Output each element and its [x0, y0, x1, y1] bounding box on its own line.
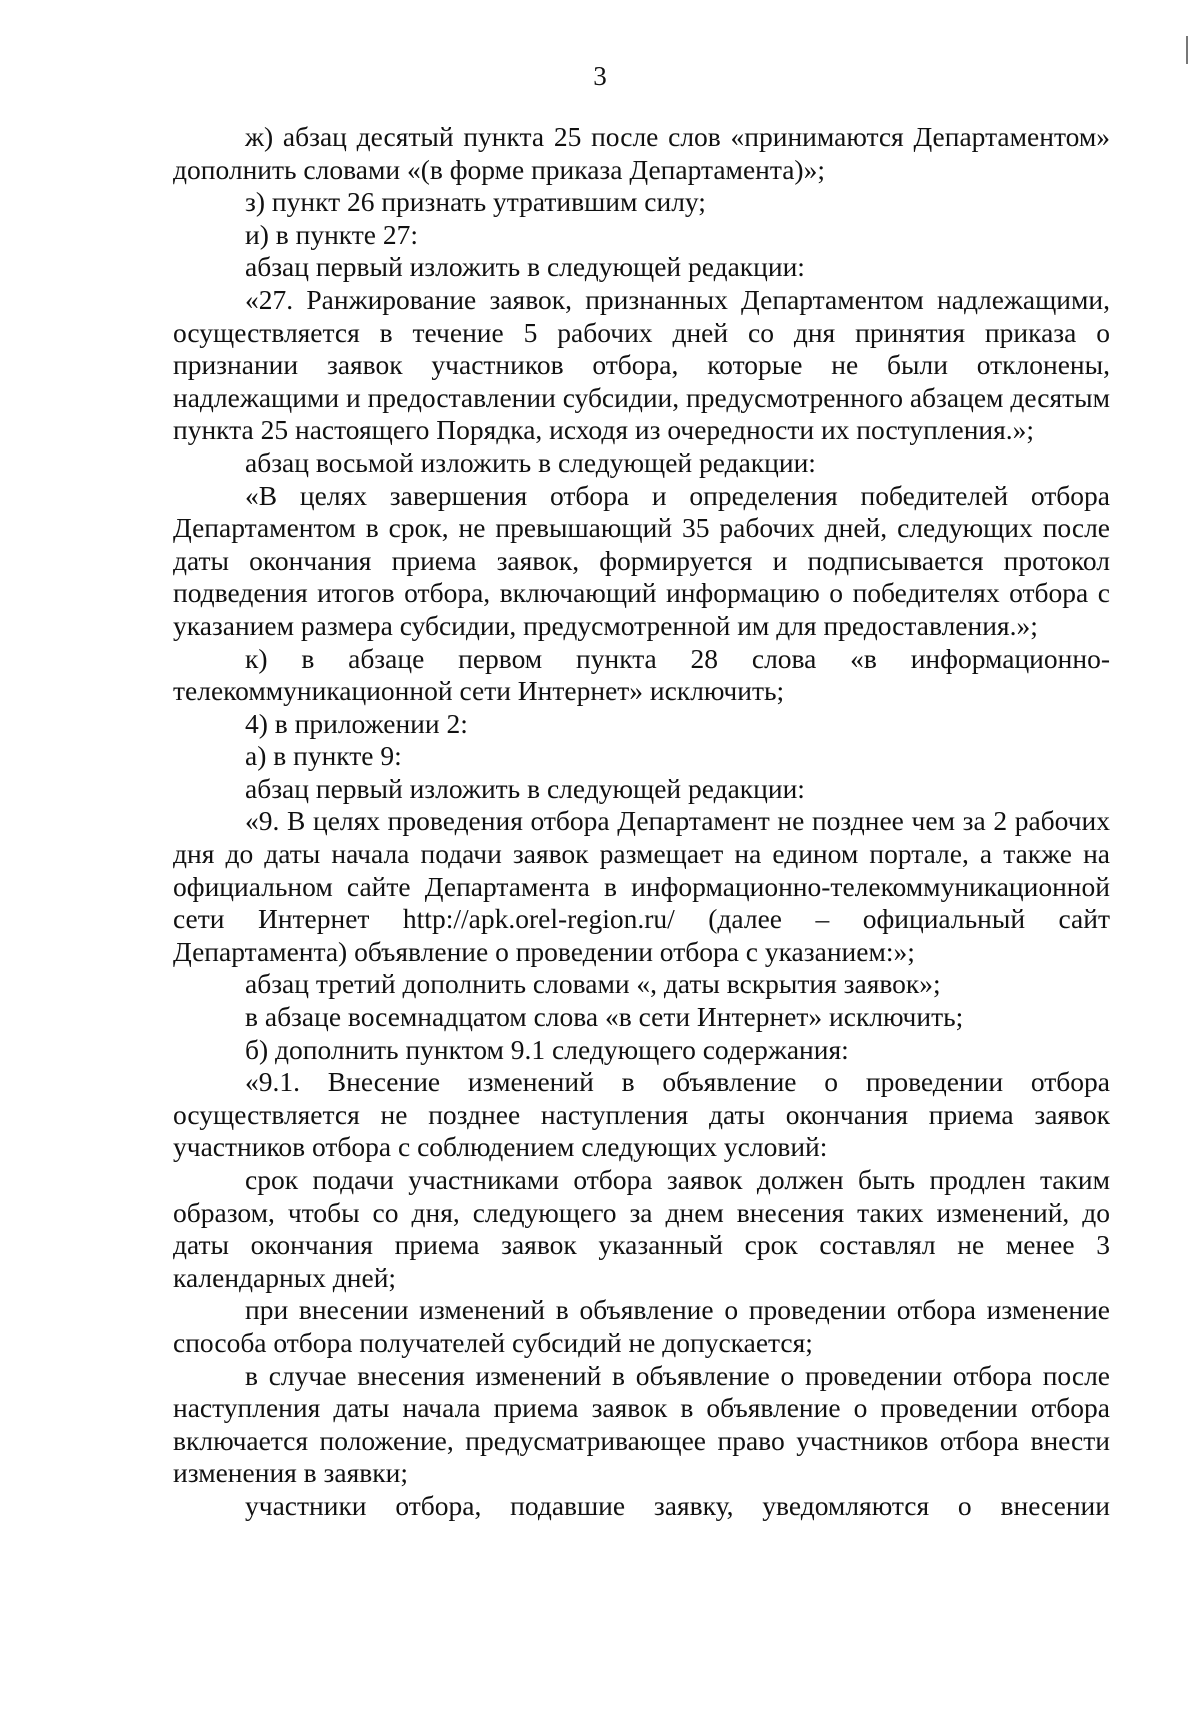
paragraph-z: з) пункт 26 признать утратившим силу;	[245, 186, 706, 218]
paragraph-i: и) в пункте 27:	[245, 218, 419, 250]
page-number: 3	[593, 61, 607, 91]
paragraph-appendix-2: 4) в приложении 2:	[245, 707, 468, 739]
paragraph-quote-27: «27. Ранжирование заявок, признанных Департаментом надлежащими, осуществляется в течение 5 рабочих дней со дня принятия приказа о признании заявок участников отбора, которые не были отклонены, надлежащими и предоставлении субсидии, предусмотренного абзацем десятым пункта 25 настоящего Порядка, исходя из очередности их поступления.»;	[173, 283, 1110, 446]
paragraph-quote-9-1: «9.1. Внесение изменений в объявление о проведении отбора осуществляется не позднее наступления даты окончания приема заявок участников отбора с соблюдением следующих условий:	[173, 1066, 1110, 1163]
paragraph-eighth-abzac: абзац восьмой изложить в следующей редакции:	[245, 446, 816, 478]
paragraph-a: а) в пункте 9:	[245, 740, 402, 772]
paragraph-quote-winners: «В целях завершения отбора и определения победителей отбора Департаментом в срок, не превышающий 35 рабочих дней, следующих после даты окончания приема заявок, формируется и подписывается протокол подведения итогов отбора, включающий информацию о победителях отбора с указанием размера субсидии, предусмотренной им для предоставления.»;	[173, 479, 1110, 641]
paragraph-zh: ж) абзац десятый пункта 25 после слов «принимаются Департаментом» дополнить словами «(в форме приказа Департамента)»;	[173, 121, 1110, 185]
paragraph-method-change: при внесении изменений в объявление о проведении отбора изменение способа отбора получателей субсидий не допускается;	[173, 1294, 1110, 1358]
paragraph-quote-9: «9. В целях проведения отбора Департамент не позднее чем за 2 рабочих дня до даты начала подачи заявок размещает на едином портале, а также на официальном сайте Департамента в информационно-телекоммуникационной сети Интернет http://apk.orel-region.ru/ (далее – официальный сайт Департамента) объявление о проведении отбора с указанием:»;	[173, 805, 1110, 967]
document-body	[173, 121, 1110, 1523]
paragraph-eighteenth-abzac: в абзаце восемнадцатом слова «в сети Интернет» исключить;	[245, 1001, 964, 1033]
paragraph-b: б) дополнить пунктом 9.1 следующего содержания:	[245, 1033, 849, 1065]
scan-edge-mark	[1186, 36, 1188, 64]
paragraph-k: к) в абзаце первом пункта 28 слова «в информационно-телекоммуникационной сети Интернет» исключить;	[173, 642, 1110, 707]
paragraph-third-abzac: абзац третий дополнить словами «, даты вскрытия заявок»;	[245, 968, 941, 1000]
paragraph-participants-notified: участники отбора, подавшие заявку, уведомляются о внесении	[245, 1489, 1110, 1521]
paragraph-first-abzac-9: абзац первый изложить в следующей редакции:	[245, 772, 805, 804]
paragraph-deadline-extension: срок подачи участниками отбора заявок должен быть продлен таким образом, чтобы со дня, следующего за днем внесения таких изменений, до даты окончания приема заявок указанный срок составлял не менее 3 календарных дней;	[173, 1164, 1110, 1293]
paragraph-first-abzac-27: абзац первый изложить в следующей редакции:	[245, 251, 805, 283]
paragraph-changes-after-start: в случае внесения изменений в объявление о проведении отбора после наступления даты начала приема заявок в объявление о проведении отбора включается положение, предусматривающее право участников отбора внести изменения в заявки;	[173, 1359, 1110, 1489]
